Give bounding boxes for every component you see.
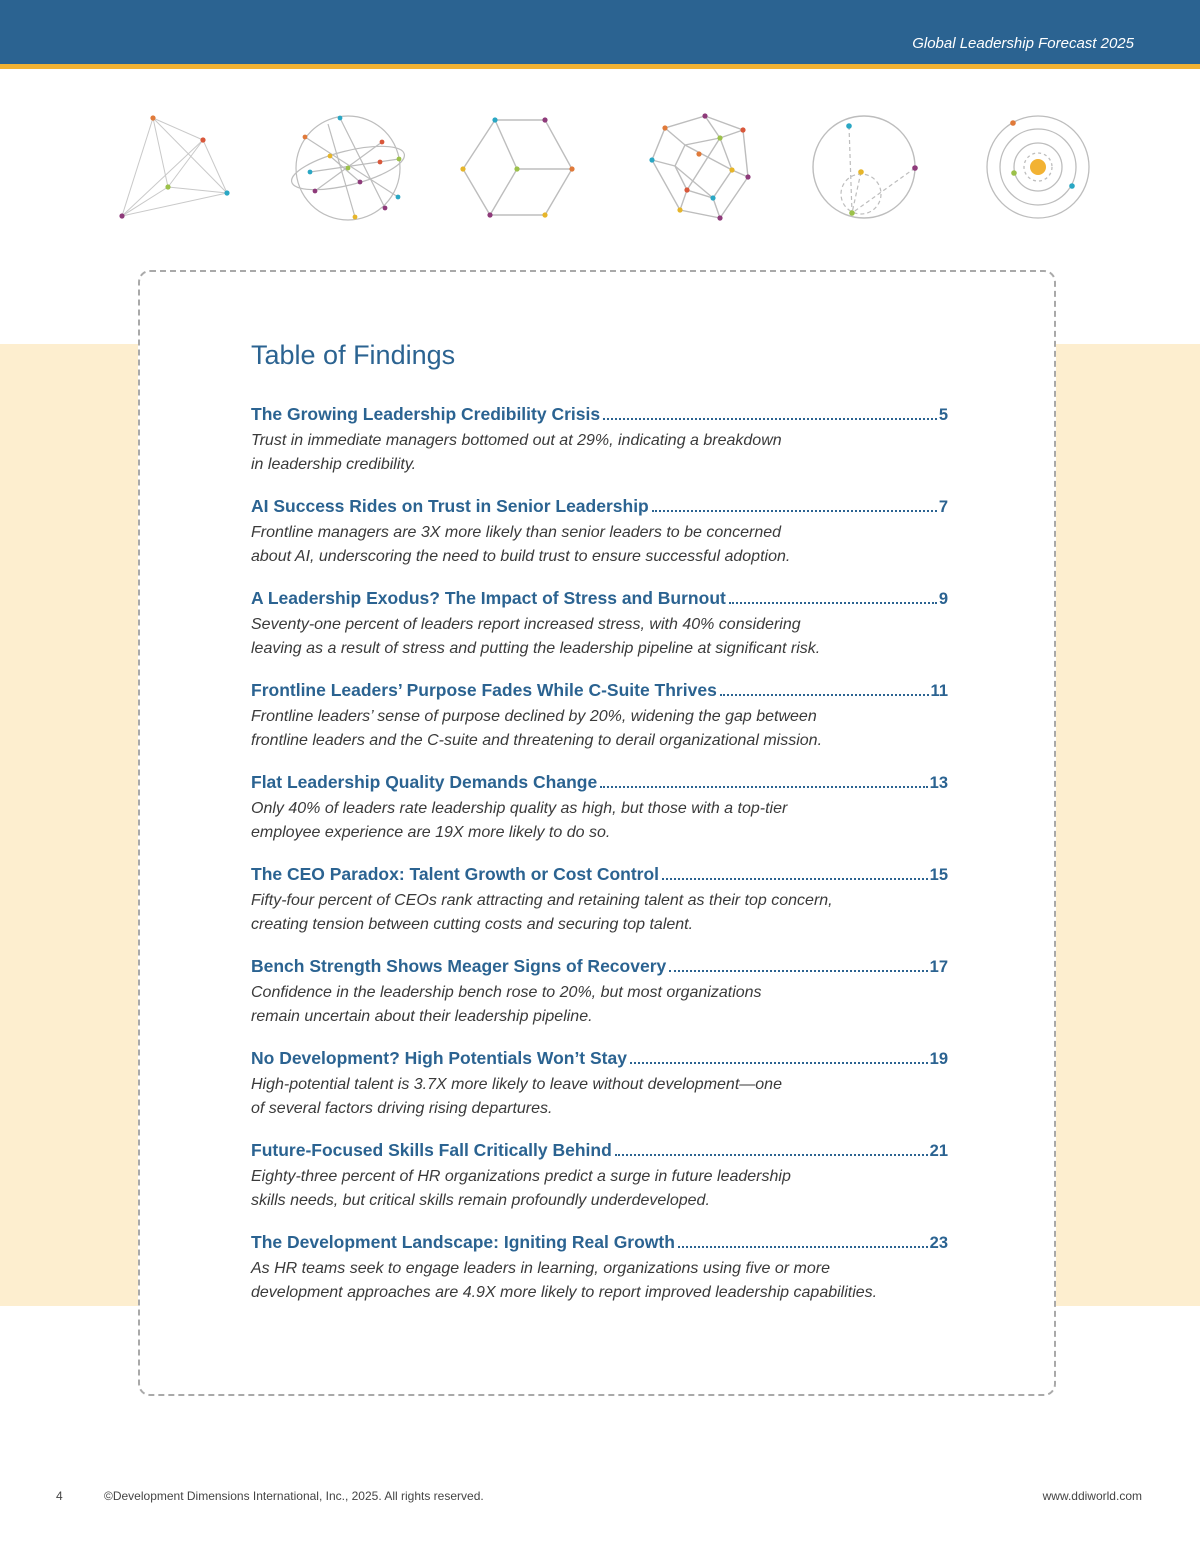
toc-item-description (251, 889, 951, 937)
toc-item-heading[interactable]: The Growing Leadership Credibility Crisis (251, 404, 601, 424)
concentric-rings-icon (970, 100, 1110, 230)
dot-leader (720, 693, 929, 696)
toc-item[interactable] (251, 1232, 951, 1305)
toc-item-heading[interactable]: Flat Leadership Quality Demands Change (251, 772, 598, 792)
footer-website-link[interactable]: www.ddiworld.com (1042, 1489, 1142, 1503)
dot-leader (669, 969, 927, 972)
toc-page-number[interactable]: 9 (938, 590, 948, 608)
dot-leader (652, 509, 937, 512)
toc-item-description (251, 705, 951, 753)
description-line: creating tension between cutting costs and securing top talent. (251, 916, 694, 933)
description-line: High-potential talent is 3.7X more likely to leave without development—one (251, 1076, 782, 1093)
toc-page-number[interactable]: 11 (930, 682, 948, 700)
network-tetrahedron-icon (100, 100, 240, 230)
description-line: development approaches are 4.9X more likely to report improved leadership capabilities. (251, 1284, 878, 1301)
toc-item[interactable] (251, 404, 951, 477)
toc-item-heading[interactable]: Bench Strength Shows Meager Signs of Recovery (251, 956, 667, 976)
toc-item-heading[interactable]: Frontline Leaders’ Purpose Fades While C-Suite Thrives (251, 680, 717, 700)
tesseract-icon (635, 100, 775, 230)
description-line: frontline leaders and the C-suite and threatening to derail organizational mission. (251, 732, 823, 749)
toc-item[interactable] (251, 1140, 951, 1213)
description-line: Confidence in the leadership bench rose to 20%, but most organizations (251, 984, 762, 1001)
toc-item-description (251, 1257, 951, 1305)
toc-page-number[interactable]: 7 (938, 498, 948, 516)
footer-page-number: 4 (56, 1489, 63, 1503)
toc-item[interactable] (251, 680, 951, 753)
orbit-circle-icon (800, 100, 940, 230)
toc-item[interactable] (251, 772, 951, 845)
toc-item[interactable] (251, 1048, 951, 1121)
cube-outline-icon (450, 100, 590, 230)
description-line: leaving as a result of stress and putting the leadership pipeline at significant risk. (251, 640, 821, 657)
description-line: Seventy-one percent of leaders report increased stress, with 40% considering (251, 616, 801, 633)
dot-leader (600, 785, 927, 788)
description-line: of several factors driving rising departures. (251, 1100, 553, 1117)
toc-item-description (251, 981, 951, 1029)
atom-sphere-icon (285, 100, 425, 230)
toc-item-heading[interactable]: A Leadership Exodus? The Impact of Stress and Burnout (251, 588, 726, 608)
dot-leader (729, 601, 937, 604)
dot-leader (630, 1061, 928, 1064)
header-bar (0, 0, 1200, 64)
description-line: Frontline managers are 3X more likely than senior leaders to be concerned (251, 524, 782, 541)
toc-page-number[interactable]: 21 (929, 1142, 948, 1160)
toc-page-number[interactable]: 17 (929, 958, 948, 976)
decorative-icon-row (100, 100, 1110, 230)
description-line: Trust in immediate managers bottomed out at 29%, indicating a breakdown (251, 432, 782, 449)
toc-item-heading[interactable]: The Development Landscape: Igniting Real Growth (251, 1232, 675, 1252)
description-line: As HR teams seek to engage leaders in learning, organizations using five or more (251, 1260, 830, 1277)
report-title: Global Leadership Forecast 2025 (912, 35, 1134, 52)
toc-item-heading[interactable]: No Development? High Potentials Won’t Stay (251, 1048, 627, 1068)
toc-item-heading[interactable]: Future-Focused Skills Fall Critically Behind (251, 1140, 612, 1160)
toc-page-number[interactable]: 19 (929, 1050, 948, 1068)
toc-item-description (251, 613, 951, 661)
toc-item-description (251, 429, 951, 477)
toc-page-number[interactable]: 15 (929, 866, 948, 884)
footer-copyright: ©Development Dimensions International, Inc., 2025. All rights reserved. (104, 1489, 484, 1503)
dot-leader (615, 1153, 928, 1156)
description-line: employee experience are 19X more likely to do so. (251, 824, 611, 841)
toc-title: Table of Findings (251, 340, 456, 370)
toc-item-description (251, 521, 951, 569)
description-line: skills needs, but critical skills remain profoundly underdeveloped. (251, 1192, 710, 1209)
dot-leader (662, 877, 928, 880)
description-line: Only 40% of leaders rate leadership quality as high, but those with a top-tier (251, 800, 788, 817)
dot-leader (678, 1245, 928, 1248)
toc-item[interactable] (251, 496, 951, 569)
toc-item[interactable] (251, 956, 951, 1029)
description-line: in leadership credibility. (251, 456, 417, 473)
toc-item[interactable] (251, 864, 951, 937)
toc-item-heading[interactable]: AI Success Rides on Trust in Senior Leadership (251, 496, 649, 516)
toc-page-number[interactable]: 13 (929, 774, 948, 792)
toc-item-description (251, 1073, 951, 1121)
dot-leader (603, 417, 937, 420)
description-line: remain uncertain about their leadership pipeline. (251, 1008, 593, 1025)
toc-page-number[interactable]: 23 (929, 1234, 948, 1252)
header-stripe (0, 64, 1200, 69)
toc-item[interactable] (251, 588, 951, 661)
description-line: Frontline leaders’ sense of purpose declined by 20%, widening the gap between (251, 708, 817, 725)
description-line: Eighty-three percent of HR organizations predict a surge in future leadership (251, 1168, 791, 1185)
description-line: Fifty-four percent of CEOs rank attracting and retaining talent as their top concern, (251, 892, 833, 909)
toc-item-heading[interactable]: The CEO Paradox: Talent Growth or Cost Control (251, 864, 660, 884)
description-line: about AI, underscoring the need to build trust to ensure successful adoption. (251, 548, 791, 565)
toc-item-description (251, 1165, 951, 1213)
toc-item-description (251, 797, 951, 845)
toc-page-number[interactable]: 5 (938, 406, 948, 424)
